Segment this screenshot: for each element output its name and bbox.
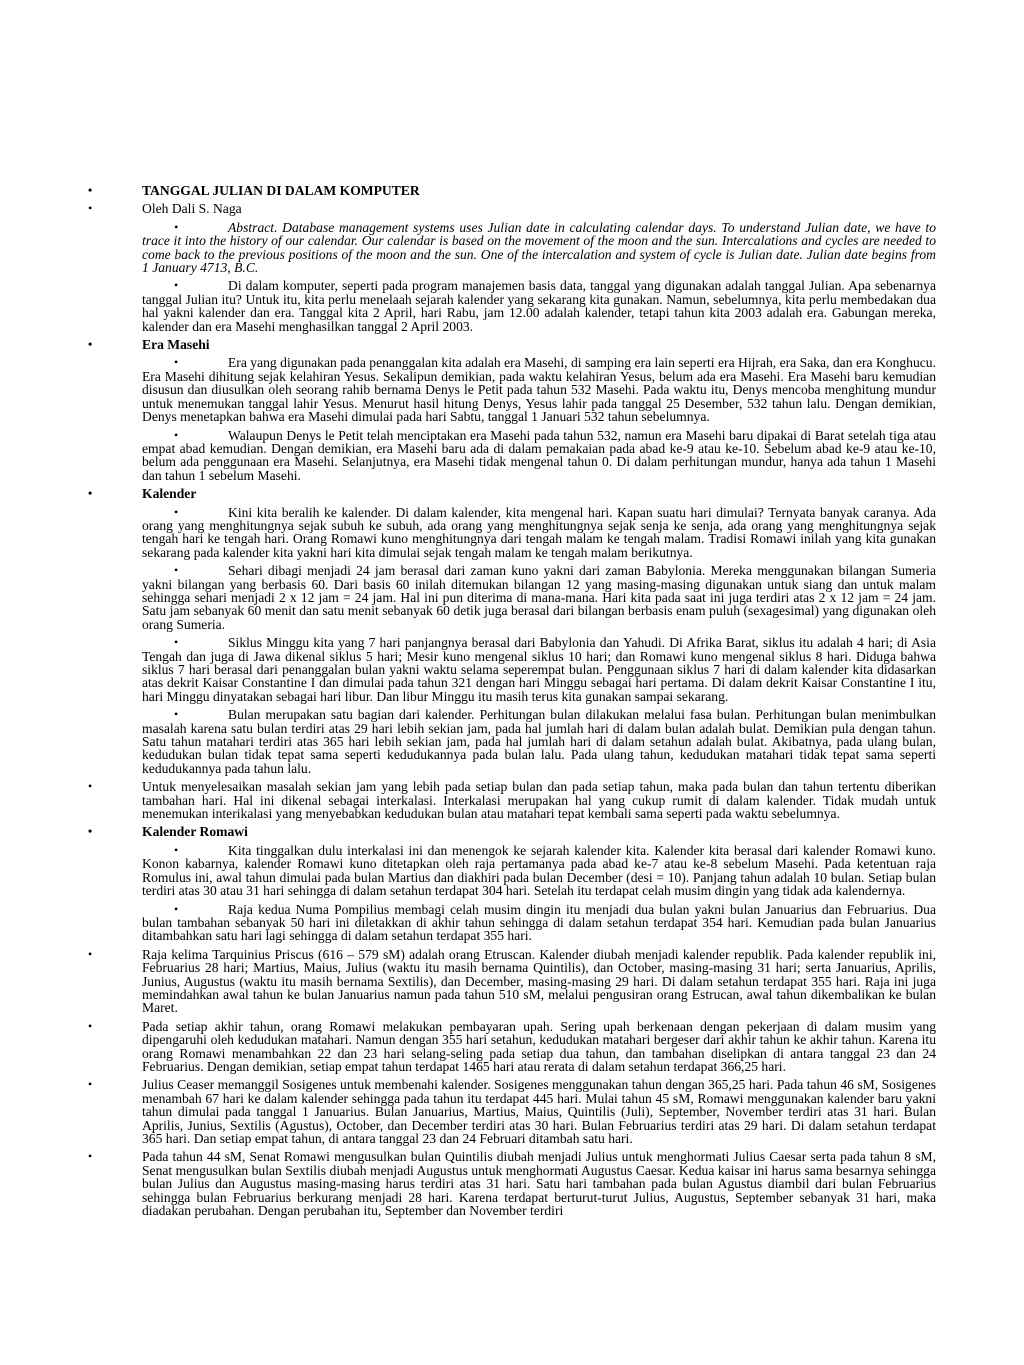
paragraph-kalender-1: • Kini kita beralih ke kalender. Di dalam kalender, kita mengenal hari. Kapan suatu hari dimulai? Ternyata banyak caranya. Ada orang yang menghitungnya sejak subuh ke subuh, ada orang yang menghitungnya sejak senja ke senja, ada orang yang menghitungnya sejak tengah hari ke tengah hari. Orang Romawi kuno menghitungnya dari tengah malam ke tengah malam. Tradisi Romawi inilah yang kita gunakan sekarang pada kalender kita yakni hari kita dimulai sejak tengah malam ke tengah malam berikutnya. bbox=[0, 506, 1024, 560]
paragraph-kalender-5: • Untuk menyelesaikan masalah sekian jam yang lebih pada setiap bulan dan pada setiap tahun, maka pada bulan dan tahun tertentu diberikan tambahan hari. Hal ini dikenal sebagai interkalasi. Interkalasi merupakan hal yang cukup rumit di dalam kalender. Tidak mudah untuk menemukan interikalasi yang menyebabkan kedudukan bulan atau matahari tepat kembali sama seperti pada waktu sebelumnya. bbox=[0, 780, 1024, 820]
section-heading-kalender-romawi: • Kalender Romawi bbox=[0, 825, 1024, 838]
paragraph-era-masehi-1: • Era yang digunakan pada penanggalan kita adalah era Masehi, di samping era lain seperti era Hijrah, era Saka, dan era Konghucu. Era Masehi dihitung sejak kelahiran Yesus. Sekalipun demikian, pada waktu kelahiran Yesus, belum ada era Masehi. Era Masehi baru kemudian disusun dan diusulkan oleh seorang rahib bernama Denys le Petit pada tahun 532 Masehi. Pada waktu itu, Denys mencoba menghitung mundur untuk menemukan tanggal lahir Yesus. Menurut hasil hitung Denys, Yesus lahir pada tanggal 25 Desember, 532 tahun lalu. Dengan demikian, Denys menetapkan bahwa era Masehi dimulai pada hari Sabtu, tanggal 1 Januari 532 tahun sebelumnya. bbox=[0, 356, 1024, 423]
paragraph-romawi-4: • Pada setiap akhir tahun, orang Romawi melakukan pembayaran upah. Sering upah berkenaan dengan pekerjaan di dalam musim yang dipengaruhi oleh kedudukan matahari. Namun dengan 355 hari setahun, kedudukan matahari bergeser dari akhir tahun ke akhir tahun. Karena itu orang Romawi menambahkan 22 dan 23 hari selang-seling pada setiap dua tahun, dan tambahan diselipkan di antara tanggal 23 dan 24 Februarius. Dengan demikian, setiap empat tahun terdapat 1465 hari atau rerata di dalam setahun terdapat 366,25 hari. bbox=[0, 1020, 1024, 1074]
section-heading-era-masehi: • Era Masehi bbox=[0, 338, 1024, 351]
author-line: • Oleh Dali S. Naga bbox=[0, 202, 1024, 215]
paragraph-intro: • Di dalam komputer, seperti pada program manajemen basis data, tanggal yang digunakan adalah tanggal Julian. Apa sebenarnya tanggal Julian itu? Untuk itu, kita perlu menelaah sejarah kalender yang sekarang kita gunakan. Namun, sebelumnya, kita perlu membedakan dua hal yakni kalender dan era. Tanggal kita 2 April, hari Rabu, jam 12.00 adalah kalender, tetapi tahun kita 2003 adalah era. Gabungan mereka, kalender dan era Masehi menghasilkan tanggal 2 April 2003. bbox=[0, 279, 1024, 333]
section-heading-kalender: • Kalender bbox=[0, 487, 1024, 500]
paragraph-kalender-4: • Bulan merupakan satu bagian dari kalender. Perhitungan bulan dilakukan melalui fasa bulan. Perhitungan bulan menimbulkan masalah karena satu bulan terdiri atas 29 hari lebih sekian jam, pada hal jumlah hari di dalam bulan adalah bulat. Demikian pula dengan tahun. Satu tahun matahari terdiri atas 365 hari lebih sekian jam, pada hal jumlah hari di dalam setahun adalah bulat. Akibatnya, pada ulang bulan, kedudukan bulan tidak tepat sama seperti kedudukannya pada bulan lalu. Pada ulang tahun, kedudukan matahari tidak tepat sama seperti kedudukannya pada tahun lalu. bbox=[0, 708, 1024, 775]
document-page bbox=[0, 178, 1024, 1217]
paragraph-romawi-2: • Raja kedua Numa Pompilius membagi celah musim dingin itu menjadi dua bulan yakni bulan Januarius dan Februarius. Dua bulan tambahan sebanyak 50 hari ini diletakkan di akhir tahun sehingga di dalam setahun terdapat 354 hari. Kemudian pada bulan Januarius ditambahkan satu hari lagi sehingga di dalam setahun terdapat 355 hari. bbox=[0, 903, 1024, 943]
document-title: • TANGGAL JULIAN DI DALAM KOMPUTER bbox=[0, 184, 1024, 197]
paragraph-romawi-5: • Julius Ceaser memanggil Sosigenes untuk membenahi kalender. Sosigenes menggunakan tahun dengan 365,25 hari. Pada tahun 46 sM, Sosigenes menambah 67 hari ke dalam kalender sehingga pada tahun itu terdapat 445 hari. Mulai tahun 45 sM, Romawi menggunakan kalender baru yakni tahun dimulai pada tanggal 1 Januarius. Bulan Januarius, Martius, Maius, Quintilis (Juli), September, November terdiri atas 31 hari. Bulan Aprilis, Junius, Sextilis (Agustus), October, dan December terdiri atas 30 hari. Bulan Februarius terdiri atas 29 hari. Di dalam setahun terdapat 365 hari. Dan setiap empat tahun, di antara tanggal 23 dan 24 Februari ditambah satu hari. bbox=[0, 1078, 1024, 1145]
paragraph-era-masehi-2: • Walaupun Denys le Petit telah menciptakan era Masehi pada tahun 532, namun era Masehi baru dipakai di Barat setelah tiga atau empat abad kemudian. Dengan demikian, era Masehi baru ada di dalam pemakaian pada abad ke-9 atau ke-10. Sebelum abad ke-9 atau ke-10, belum ada penggunaan era Masehi. Selanjutnya, era Masehi tidak mengenal tahun 0. Di dalam perhitungan mundur, hanya ada tahun 1 Masehi dan tahun 1 sebelum Masehi. bbox=[0, 429, 1024, 483]
paragraph-kalender-2: • Sehari dibagi menjadi 24 jam berasal dari zaman kuno yakni dari zaman Babylonia. Mereka menggunakan bilangan Sumeria yakni bilangan yang berbasis 60. Dari basis 60 inilah ditemukan bilangan 12 yang masing-masing digunakan untuk siang dan untuk malam sehingga sehari menjadi 2 x 12 jam = 24 jam. Hal ini pun diterima di mana-mana. Hari kita pada saat ini juga terdiri atas 2 x 12 jam = 24 jam. Satu jam sebanyak 60 menit dan satu menit sebanyak 60 detik juga berasal dari bilangan berbasis enam puluh (sexagesimal) yang digunakan oleh orang Sumeria. bbox=[0, 564, 1024, 631]
paragraph-romawi-1: • Kita tinggalkan dulu interkalasi ini dan menengok ke sejarah kalender kita. Kalender kita berasal dari kalender Romawi kuno. Konon kabarnya, kalender Romawi kuno ditetapkan oleh raja pertamanya pada abad ke-7 atau ke-8 sebelum Masehi. Pada ketentuan raja Romulus ini, awal tahun dimulai pada bulan Martius dan diakhiri pada bulan December (desi = 10). Panjang tahun adalah 10 bulan. Setiap bulan terdiri atas 30 atau 31 hari sehingga di dalam setahun terdapat 304 hari. Setelah itu terdapat celah musim dingin yang tidak ada kalendernya. bbox=[0, 844, 1024, 898]
paragraph-kalender-3: • Siklus Minggu kita yang 7 hari panjangnya berasal dari Babylonia dan Yahudi. Di Afrika Barat, siklus itu adalah 4 hari; di Asia Tengah dan juga di Jawa dikenal siklus 5 hari; Mesir kuno mengenal siklus 10 hari; dan Romawi kuno mengenal siklus 8 hari. Diduga bahwa siklus 7 hari berasal dari penanggalan bulan yakni waktu selama seperempat bulan. Penggunaan siklus 7 hari di dalam kalender kita didasarkan atas dekrit Kaisar Constantine I dan dimulai pada tahun 321 dengan hari Minggu sebagai hari pertama. Di dalam dekrit Kaisar Constantine I itu, hari Minggu dinyatakan sebagai hari libur. Dan libur Minggu itu masih terus kita gunakan sampai sekarang. bbox=[0, 636, 1024, 703]
paragraph-romawi-3: • Raja kelima Tarquinius Priscus (616 – 579 sM) adalah orang Etruscan. Kalender diubah menjadi kalender republik. Pada kalender republik ini, Februarius 28 hari; Martius, Maius, Julius (waktu itu masih bernama Quintilis), dan October, masing-masing 31 hari; serta Januarius, Aprilis, Junius, Augustus (waktu itu masih bernama Sextilis), dan December, masing-masing 29 hari. Di dalam setahun terdapat 355 hari. Raja ini juga memindahkan awal tahun ke bulan Januarius namun pada tahun 510 sM, melalui pengusiran orang Estrucan, awal tahun dikembalikan ke bulan Maret. bbox=[0, 948, 1024, 1015]
abstract-paragraph: • Abstract. Database management systems uses Julian date in calculating calendar days. To understand Julian date, we have to trace it into the history of our calendar. Our calendar is based on the movement of the moon and the sun. Intercalations and cycles are needed to come back to the previous positions of the moon and the sun. One of the intercalation and system of cycle is Julian date. Julian date begins from 1 January 4713, B.C. bbox=[0, 221, 1024, 275]
paragraph-romawi-6: • Pada tahun 44 sM, Senat Romawi mengusulkan bulan Quintilis diubah menjadi Julius untuk menghormati Julius Caesar serta pada tahun 8 sM, Senat mengusulkan bulan Sextilis diubah menjadi Augustus untuk menghormati Augustus Caesar. Kedua kaisar ini harus sama besarnya sehingga bulan Julius dan Augustus masing-masing harus terdiri atas 31 hari. Satu hari tambahan pada bulan Agustus diambil dari bulan Februarius sehingga bulan Februarius berkurang menjadi 28 hari. Karena terdapat berturut-turut Julius, Augustus, September sebanyak 31 hari, maka diadakan perubahan. Dengan perubahan itu, September dan November terdiri bbox=[0, 1150, 1024, 1217]
